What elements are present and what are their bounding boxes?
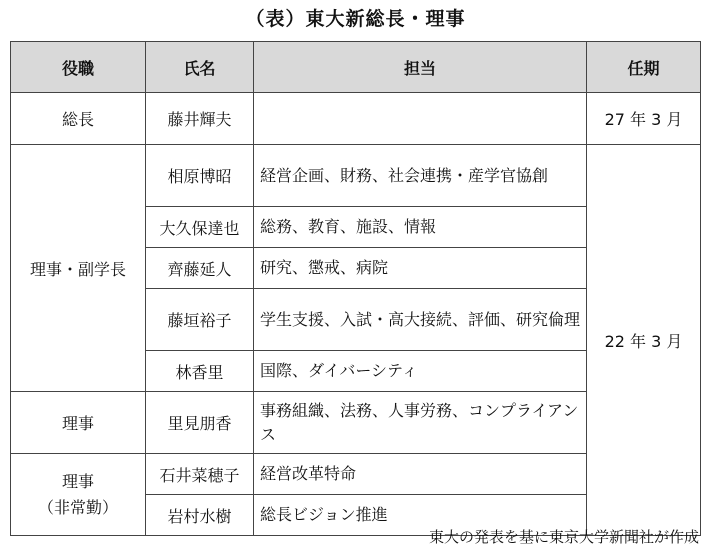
duty-cell: 事務組織、法務、人事労務、コンプライアンス [254,392,587,454]
header-term: 任期 [587,42,701,93]
name-cell: 林香里 [146,351,254,392]
duty-cell [254,93,587,145]
role-cell: 理事 （非常勤） [11,454,146,536]
name-cell: 齊藤延人 [146,248,254,289]
executives-table [10,41,701,536]
header-role: 役職 [11,42,146,93]
header-row [11,42,701,93]
name-cell: 藤垣裕子 [146,289,254,351]
role-cell: 理事・副学長 [11,145,146,392]
table-row [11,145,701,207]
duty-cell: 学生支援、入試・高大接続、評価、研究倫理 [254,289,587,351]
duty-cell: 国際、ダイバーシティ [254,351,587,392]
role-cell: 総長 [11,93,146,145]
duty-cell: 総長ビジョン推進 [254,495,587,536]
name-cell: 里見朋香 [146,392,254,454]
role-cell: 理事 [11,392,146,454]
term-cell: 27 年 3 月 [587,93,701,145]
shared-term-cell: 22 年 3 月 [587,145,701,536]
header-duty: 担当 [254,42,587,93]
source-note: 東大の発表を基に東京大学新聞社が作成 [428,528,699,546]
name-cell: 大久保達也 [146,207,254,248]
name-cell: 藤井輝夫 [146,93,254,145]
name-cell: 岩村水樹 [146,495,254,536]
name-cell: 相原博昭 [146,145,254,207]
table-title: （表）東大新総長・理事 [245,8,466,30]
table-row [11,93,701,145]
duty-cell: 経営改革特命 [254,454,587,495]
header-name: 氏名 [146,42,254,93]
duty-cell: 経営企画、財務、社会連携・産学官協創 [254,145,587,207]
duty-cell: 総務、教育、施設、情報 [254,207,587,248]
duty-cell: 研究、懲戒、病院 [254,248,587,289]
name-cell: 石井菜穂子 [146,454,254,495]
